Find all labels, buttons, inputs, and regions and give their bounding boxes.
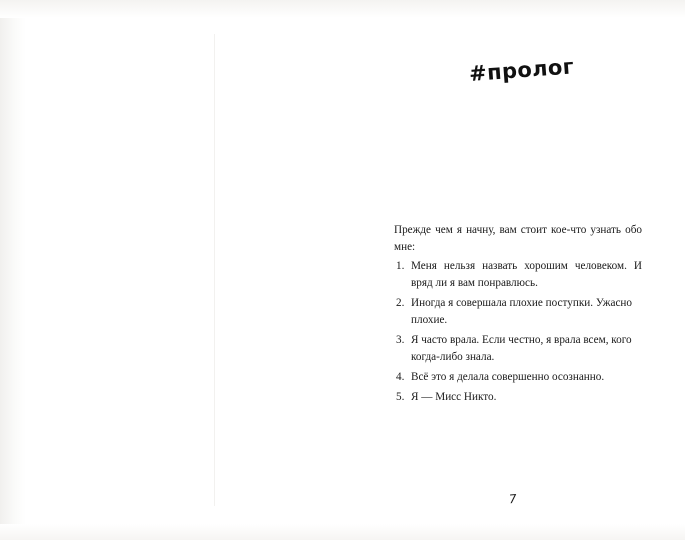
page-gutter-line [214, 34, 215, 506]
list-item: Я часто врала. Если честно, я врала всем, кого когда-либо знала. [411, 333, 632, 363]
chapter-title: #пролог [468, 54, 575, 86]
list-item: Меня нельзя назвать хорошим человеком. И вряд ли я вам понравлюсь. [411, 259, 642, 289]
page-edge-shading-bottom [0, 524, 685, 540]
page-edge-shading-left [0, 0, 26, 540]
body-text-block [394, 222, 642, 409]
list-item: Я — Мисс Никто. [411, 390, 497, 403]
list-item: Иногда я совершала плохие поступки. Ужасно плохие. [411, 296, 633, 326]
intro-sentence: Прежде чем я начну, вам стоит кое-что узнать обо мне: [394, 224, 642, 253]
list-item: Всё это я делала совершенно осознанно. [411, 370, 605, 383]
page-edge-shading-top [0, 0, 685, 18]
page-number [0, 492, 685, 506]
page-number-value: 7 [508, 491, 517, 507]
numbered-list [394, 258, 642, 406]
